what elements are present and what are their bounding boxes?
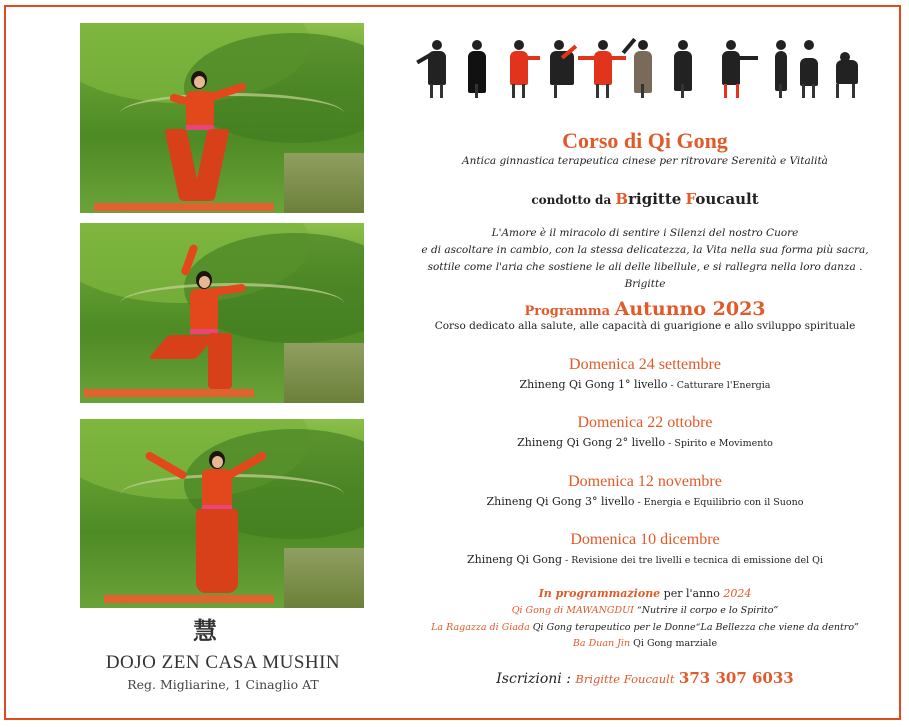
teacher-initial-f: F [685,190,696,208]
dancer-figure [460,40,494,102]
upcoming-item [410,638,880,649]
quote [410,225,880,293]
session-course [410,436,880,449]
upcoming-label: In programmazione [538,587,661,600]
session-course-detail: - Spirito e Movimento [665,438,773,449]
photo-qigong-pose-1 [80,23,364,213]
teacher-first-name: rigitte [628,190,682,208]
upcoming-item [410,622,880,633]
registration-label: Iscrizioni : [496,671,571,687]
upcoming-item [410,605,880,616]
course-subtitle: Antica ginnastica terapeutica cinese per ritrovare Serenità e Vitalità [462,155,828,167]
quote-line: e di ascoltare in cambio, con la stessa delicatezza, la Vita nella sua forma più sacra, [421,244,869,256]
registration [410,669,880,687]
registration-name: Brigitte Foucault [575,672,675,686]
registration-phone: 373 307 6033 [678,669,794,687]
course-title: Corso di Qi Gong [562,128,728,153]
dancer-figure [708,40,758,102]
dancer-figure [626,40,660,102]
programme-description: Corso dedicato alla salute, alle capacità di guarigione e allo sviluppo spirituale [434,320,856,332]
dojo-address: Reg. Migliarine, 1 Cinaglio AT [127,677,319,692]
session-date: Domenica 10 dicembre [570,531,720,548]
programme-season: Autunno 2023 [614,298,766,320]
upcoming-year-text: per l'anno [660,587,724,600]
photo-qigong-pose-3 [80,419,364,608]
upcoming-item-title: Ba Duan Jin [572,638,631,649]
qigong-figure [136,429,296,599]
qigong-dancers-illustration [420,40,860,106]
upcoming-heading [410,587,880,600]
session-course [410,378,880,391]
session-date: Domenica 22 ottobre [577,414,713,431]
dancer-figure [420,40,454,102]
upcoming-year: 2024 [723,587,752,600]
upcoming-item-desc: “Nutrire il corpo e lo Spirito” [633,605,779,616]
dancer-figure [828,40,862,102]
session-course-name: Zhineng Qi Gong 3° livello [486,495,635,508]
upcoming-item-title: Qi Gong di MAWANGDUI [511,605,634,616]
session-course-detail: - Catturare l'Energia [667,380,771,391]
photo-qigong-pose-2 [80,223,364,403]
session-date: Domenica 12 novembre [568,473,722,490]
programme-label: Programma [524,304,611,319]
dancer-figure [666,40,700,102]
dancer-figure [542,40,576,102]
qigong-figure [150,71,270,211]
dancer-figure [586,40,620,102]
dancer-figure [502,40,536,102]
dojo-logo: 慧 [193,617,217,645]
quote-line: L'Amore è il miracolo di sentire i Silenzi del nostro Cuore [491,227,799,239]
dancer-figure [792,40,826,102]
qigong-figure [140,251,290,391]
session-date: Domenica 24 settembre [569,356,721,373]
session-course-name: Zhineng Qi Gong 1° livello [519,378,668,391]
session-course-detail: - Revisione dei tre livelli e tecnica di emissione del Qi [562,555,824,566]
session-course-detail: - Energia e Equilibrio con il Suono [634,497,804,508]
conducted-prefix: condotto da [531,193,612,207]
session-course-name: Zhineng Qi Gong 2° livello [517,436,666,449]
upcoming-item-title: La Ragazza di Giada [431,622,530,633]
teacher-last-name: oucault [695,190,759,208]
session-course-name: Zhineng Qi Gong [466,553,562,566]
session-course [410,553,880,566]
conducted-by [410,190,880,208]
dojo-name: DOJO ZEN CASA MUSHIN [105,652,341,673]
teacher-initial-b: B [615,190,629,208]
upcoming-item-desc: Qi Gong marziale [630,638,718,649]
quote-line: sottile come l'aria che sostiene le ali delle libellule, e si rallegra nella loro danza . Brigitte [427,261,863,290]
programme-heading [410,298,880,320]
session-course [410,495,880,508]
upcoming-item-desc: Qi Gong terapeutico per le Donne“La Bellezza che viene da dentro” [529,622,859,633]
